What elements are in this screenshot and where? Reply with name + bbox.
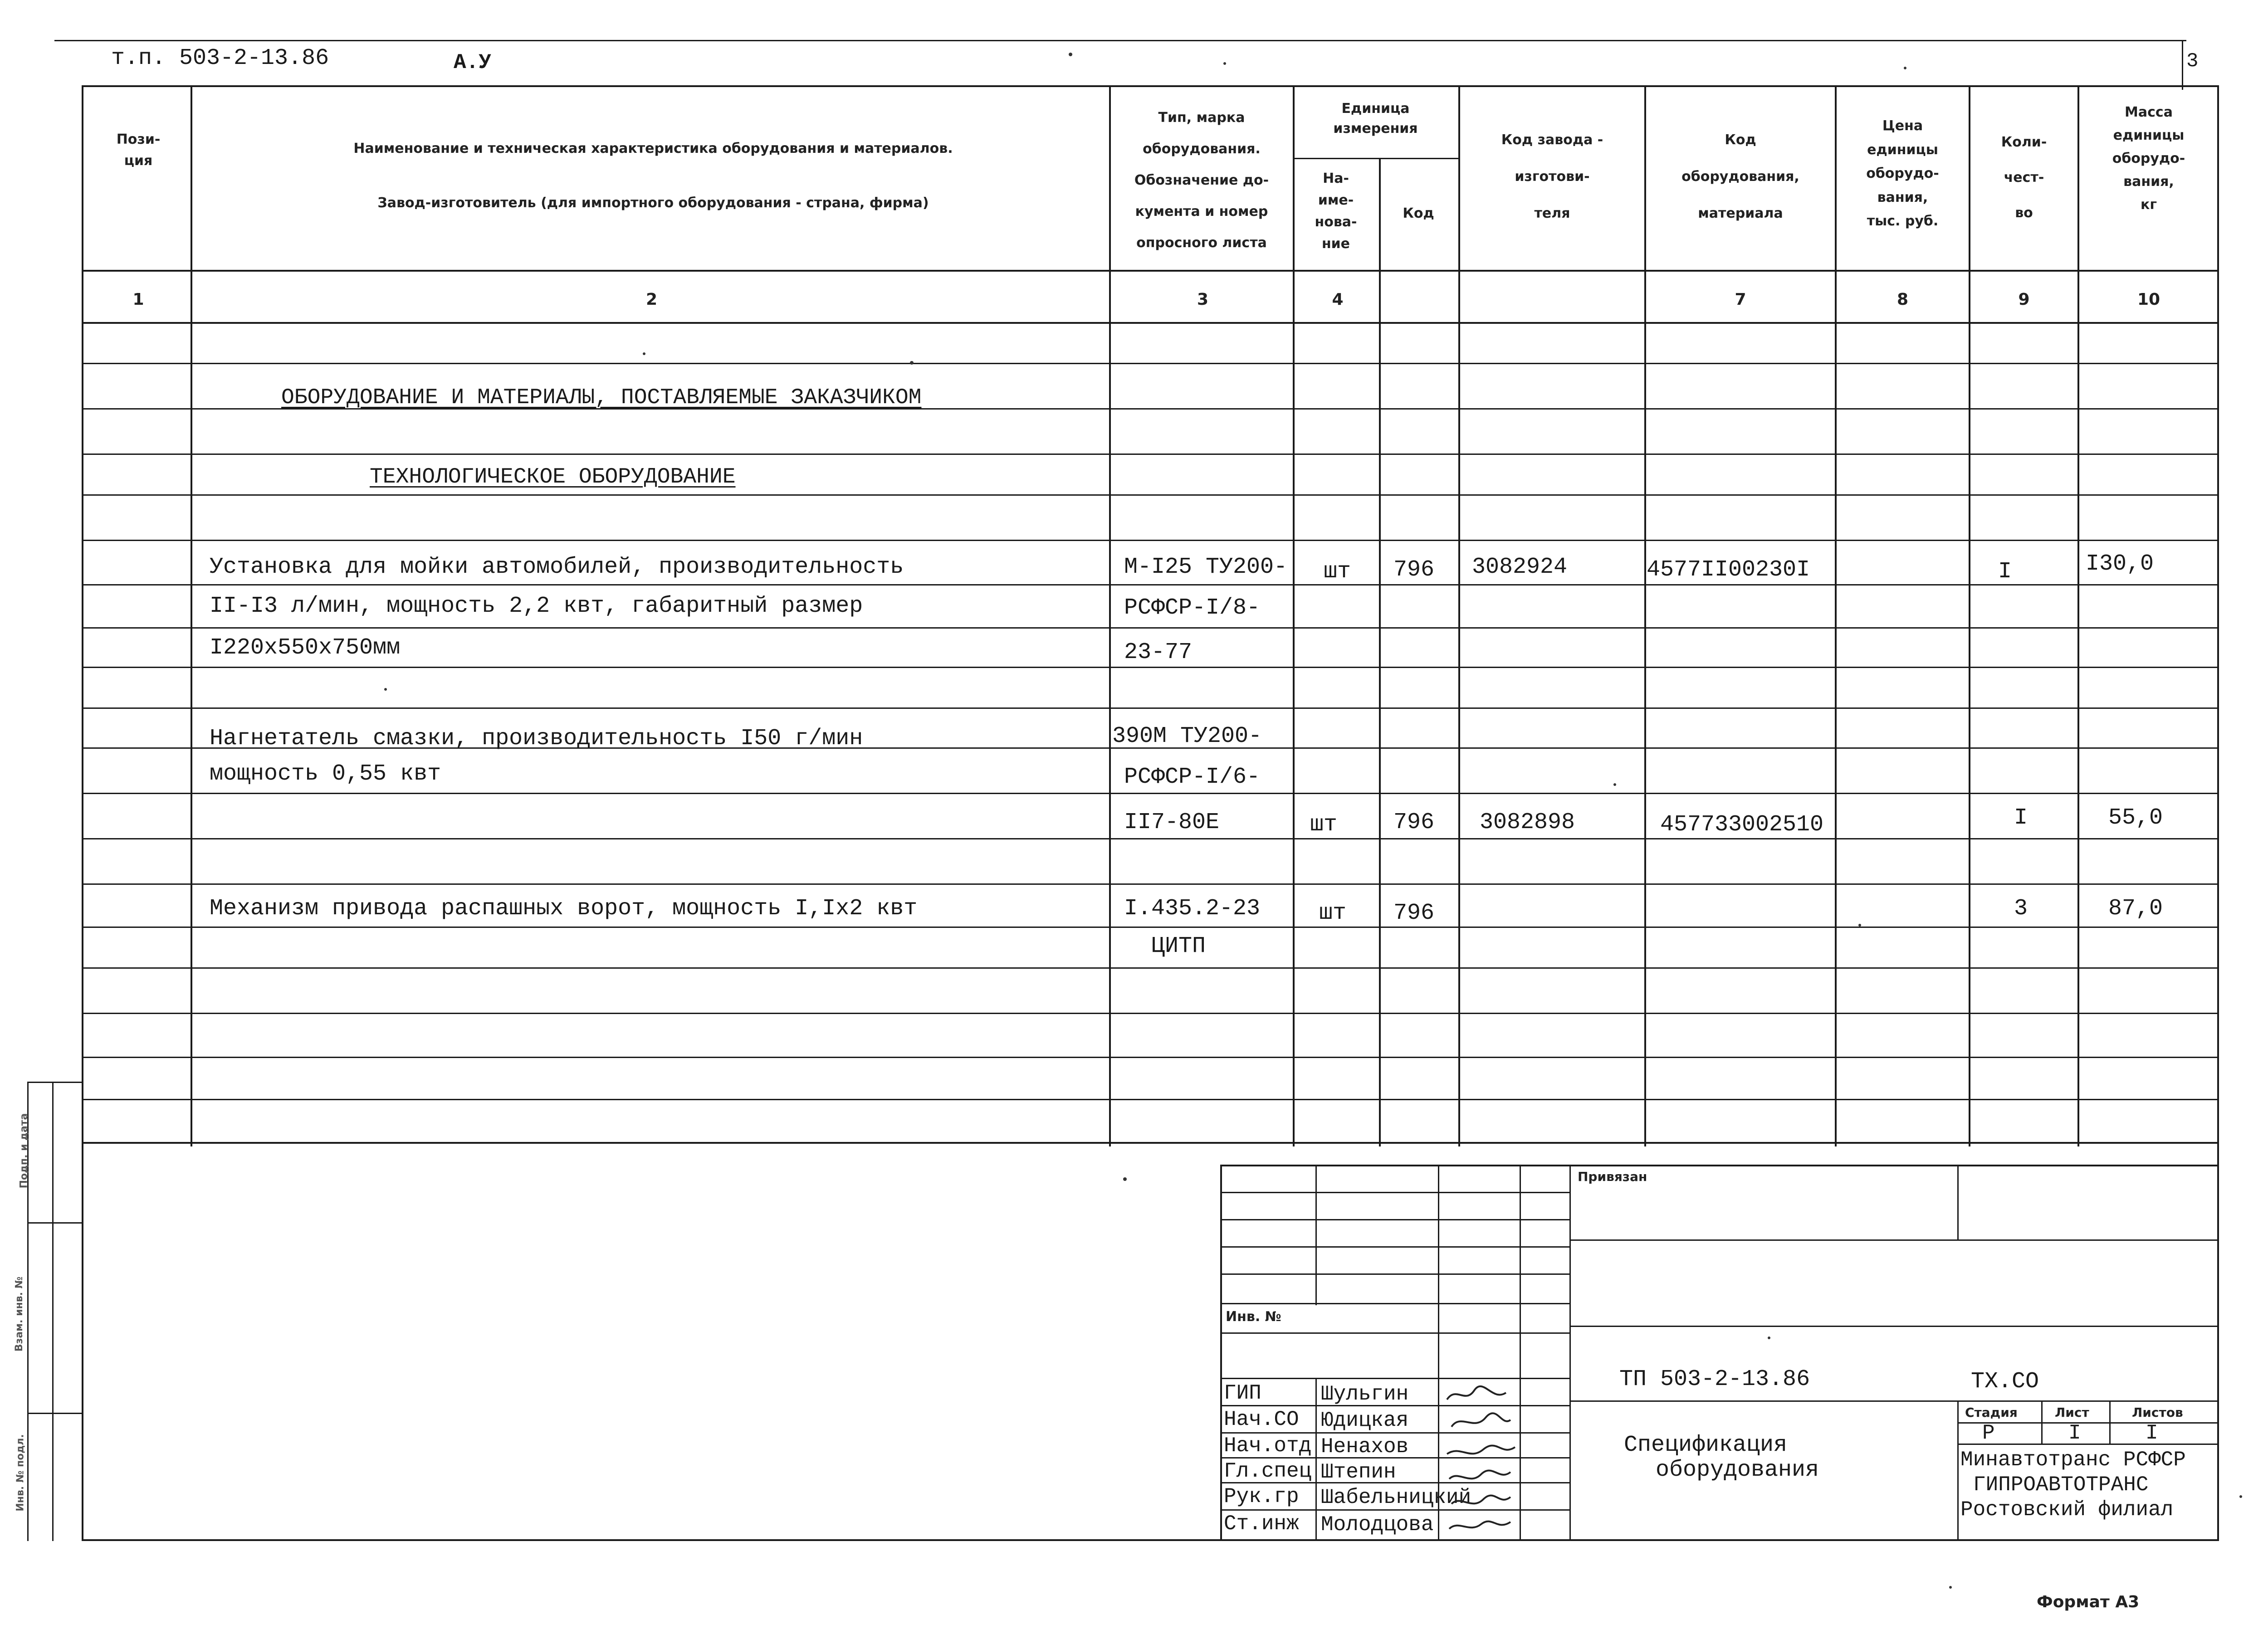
- stamp-sheets-label: Листов: [2132, 1405, 2183, 1420]
- hdr-name-2: Завод-изготовитель (для импортного оборудования - страна, фирма): [377, 195, 929, 211]
- item-unit: шт: [1324, 559, 1351, 585]
- hdr-unit-code: Код: [1403, 205, 1434, 221]
- item-mass: 55,0: [2108, 805, 2163, 831]
- stamp-person: Юдицкая: [1321, 1409, 1409, 1432]
- hdr-unit-group: Единица измерения: [1333, 101, 1418, 137]
- colnum: 3: [1197, 290, 1209, 309]
- item-type-line: РСФСР-I/8-: [1124, 595, 1261, 621]
- item-type-line: I.435.2-23: [1124, 896, 1261, 922]
- header-code: т.п. 503-2-13.86: [111, 45, 329, 71]
- stamp-doc-suffix: ТХ.СО: [1971, 1369, 2039, 1395]
- item-unit-code: 796: [1393, 557, 1435, 583]
- item-type-line: РСФСР-I/6-: [1124, 764, 1261, 790]
- item-unit-code: 796: [1393, 900, 1435, 926]
- item-name-line: Механизм привода распашных ворот, мощность I,Iх2 квт: [210, 896, 918, 922]
- hdr-plant-code: Код завода - изготови- теля: [1501, 132, 1603, 221]
- hdr-price: Цена единицы оборудо- вания, тыс. руб.: [1866, 118, 1939, 229]
- item-name-line: Нагнетатель смазки, производительность I50 г/мин: [210, 726, 863, 751]
- item-name-line: I220х550х750мм: [210, 635, 401, 661]
- hdr-unit-name: На- име- нова- ние: [1315, 171, 1357, 252]
- hdr-equip-code: Код оборудования, материала: [1681, 132, 1799, 221]
- item-type-line: 390М ТУ200-: [1112, 723, 1262, 749]
- section-title-tech: ТЕХНОЛОГИЧЕСКОЕ ОБОРУДОВАНИЕ: [370, 465, 736, 489]
- section-title-supplied: ОБОРУДОВАНИЕ И МАТЕРИАЛЫ, ПОСТАВЛЯЕМЫЕ ЗАКАЗЧИКОМ: [281, 385, 922, 410]
- item-type-line: 23-77: [1124, 639, 1193, 665]
- stamp-doc-title-1: Спецификация: [1624, 1432, 1788, 1458]
- stamp-person: Ненахов: [1321, 1435, 1409, 1458]
- item-name-line: мощность 0,55 квт: [210, 761, 441, 787]
- stamp-role: ГИП: [1224, 1381, 1261, 1405]
- hdr-position: Пози- ция: [116, 132, 161, 169]
- item-unit: шт: [1319, 900, 1347, 926]
- stamp-org-1: Минавтотранс РСФСР: [1960, 1448, 2186, 1472]
- format-label: Формат А3: [2037, 1593, 2140, 1611]
- item-type-line: II7-80Е: [1124, 810, 1220, 835]
- item-qty: 3: [2014, 896, 2028, 922]
- stamp-doc-title-2: оборудования: [1656, 1457, 1819, 1483]
- stamp-stage: Р: [1982, 1421, 1995, 1445]
- side-label: Инв. № подл.: [15, 1434, 26, 1512]
- colnum: 7: [1735, 290, 1746, 309]
- item-name-line: Установка для мойки автомобилей, производительность: [210, 554, 904, 580]
- stamp-sheet-label: Лист: [2055, 1405, 2089, 1420]
- colnum: 8: [1897, 290, 1909, 309]
- side-label: Подп. и дата: [18, 1113, 30, 1189]
- item-unit-code: 796: [1393, 810, 1435, 835]
- side-label: Взам. инв. №: [14, 1276, 25, 1352]
- item-unit: шт: [1310, 812, 1338, 838]
- stamp-privyazan: Привязан: [1578, 1169, 1647, 1184]
- stamp-doc-code: ТП 503-2-13.86: [1619, 1366, 1810, 1392]
- colnum: 2: [645, 290, 658, 309]
- hdr-type: Тип, марка оборудования. Обозначение до- кумента и номер опросного листа: [1134, 110, 1269, 251]
- stamp-stage-label: Стадия: [1965, 1405, 2018, 1420]
- item-qty: I: [2014, 805, 2028, 831]
- colnum: 1: [132, 290, 144, 309]
- stamp-org-2: ГИПРОАВТОТРАНС: [1973, 1473, 2149, 1497]
- stamp-inv-no: Инв. №: [1226, 1309, 1281, 1325]
- hdr-qty: Коли- чест- во: [2001, 134, 2047, 221]
- stamp-org-3: Ростовский филиал: [1960, 1498, 2174, 1522]
- colnum: 4: [1332, 290, 1344, 309]
- hdr-name-1: Наименование и техническая характеристика оборудования и материалов.: [353, 141, 953, 156]
- stamp-role: Ст.инж: [1224, 1512, 1299, 1536]
- item-plant-code: 3082924: [1472, 554, 1568, 580]
- stamp-person: Шабельницкий: [1321, 1486, 1471, 1509]
- item-name-line: II-I3 л/мин, мощность 2,2 квт, габаритный размер: [210, 593, 863, 619]
- colnum: 9: [2018, 290, 2030, 309]
- item-mass: I30,0: [2086, 551, 2154, 577]
- stamp-role: Нач.отд: [1224, 1434, 1312, 1458]
- item-qty: I: [1998, 559, 2012, 585]
- item-type-line: М-I25 ТУ200-: [1124, 554, 1288, 580]
- stamp-role: Нач.СО: [1224, 1408, 1299, 1431]
- stamp-role: Рук.гр: [1224, 1485, 1299, 1508]
- item-equip-code: 457733002510: [1660, 812, 1824, 838]
- item-mass: 87,0: [2108, 896, 2163, 922]
- sheet-mark: 3: [2186, 50, 2199, 73]
- stamp-role: Гл.спец: [1224, 1459, 1312, 1483]
- stamp-sheet: I: [2068, 1421, 2081, 1445]
- stamp-person: Шульгин: [1321, 1382, 1409, 1406]
- item-type-line: ЦИТП: [1151, 933, 1206, 959]
- item-plant-code: 3082898: [1480, 810, 1575, 835]
- hdr-mass: Масса единицы оборудо- вания, кг: [2112, 104, 2185, 213]
- header-album: А.У: [454, 51, 491, 74]
- item-equip-code: 4577II00230I: [1647, 557, 1810, 583]
- colnum: 10: [2137, 290, 2160, 309]
- stamp-person: Молодцова: [1321, 1513, 1434, 1536]
- stamp-person: Штепин: [1321, 1460, 1396, 1484]
- stamp-sheets: I: [2146, 1421, 2158, 1445]
